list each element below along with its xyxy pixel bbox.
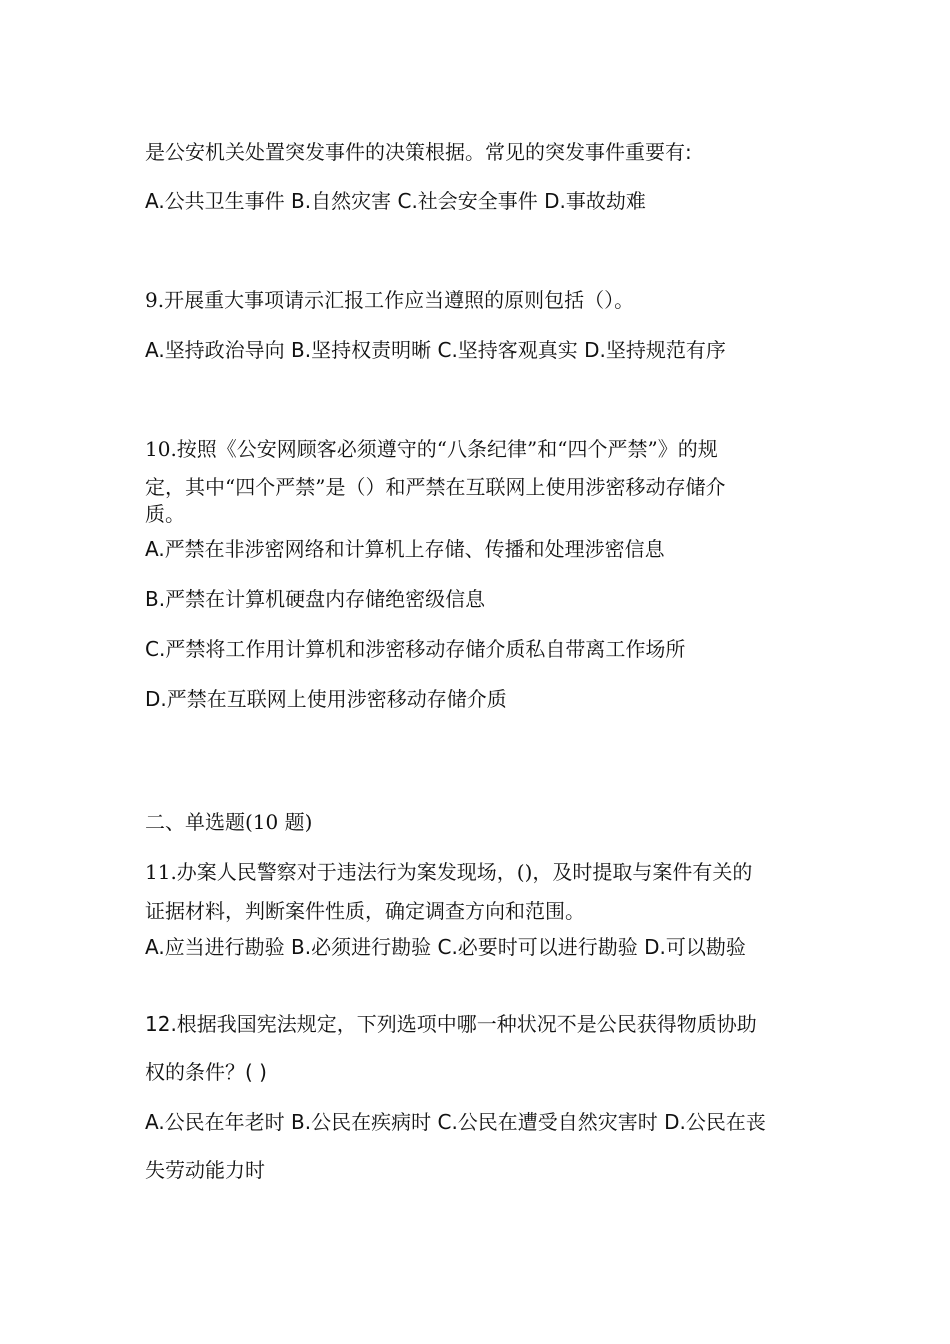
q12-stem-line2: 权的条件？( ) xyxy=(145,1060,267,1084)
q11-stem-line2: 证据材料，判断案件性质，确定调查方向和范围。 xyxy=(145,899,585,923)
q8-options: A.公共卫生事件 B.自然灾害 C.社会安全事件 D.事故劫难 xyxy=(145,189,646,213)
q9-stem: 9.开展重大事项请示汇报工作应当遵照的原则包括（）。 xyxy=(145,288,635,312)
q9-options: A.坚持政治导向 B.坚持权责明晰 C.坚持客观真实 D.坚持规范有序 xyxy=(145,338,726,362)
q10-stem-line1: 10.按照《公安网顾客必须遵守的“八条纪律”和“四个严禁”》的规 xyxy=(145,437,718,461)
q10-option-a: A.严禁在非涉密网络和计算机上存储、传播和处理涉密信息 xyxy=(145,537,665,561)
q8-stem-tail: 是公安机关处置突发事件的决策根据。常见的突发事件重要有: xyxy=(145,140,692,164)
q10-stem-line2: 定，其中“四个严禁”是（）和严禁在互联网上使用涉密移动存储介 xyxy=(145,475,726,499)
q10-option-d: D.严禁在互联网上使用涉密移动存储介质 xyxy=(145,687,507,711)
section-heading: 二、单选题(10 题) xyxy=(145,810,313,834)
q12-options-line1: A.公民在年老时 B.公民在疾病时 C.公民在遭受自然灾害时 D.公民在丧 xyxy=(145,1110,766,1134)
q12-options-line2: 失劳动能力时 xyxy=(145,1158,265,1182)
q10-stem-line3: 质。 xyxy=(145,502,185,526)
q10-option-b: B.严禁在计算机硬盘内存储绝密级信息 xyxy=(145,587,486,611)
q10-option-c: C.严禁将工作用计算机和涉密移动存储介质私自带离工作场所 xyxy=(145,637,686,661)
q11-options: A.应当进行勘验 B.必须进行勘验 C.必要时可以进行勘验 D.可以勘验 xyxy=(145,935,746,959)
q12-stem-line1: 12.根据我国宪法规定，下列选项中哪一种状况不是公民获得物质协助 xyxy=(145,1012,757,1036)
q11-stem-line1: 11.办案人民警察对于违法行为案发现场，()，及时提取与案件有关的 xyxy=(145,860,753,884)
